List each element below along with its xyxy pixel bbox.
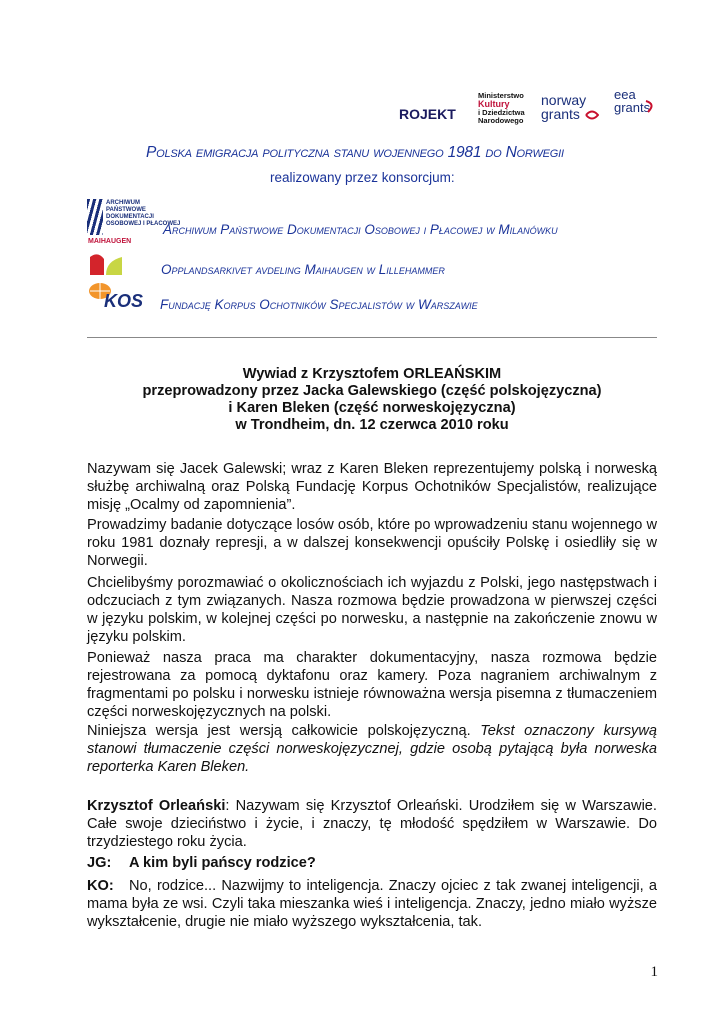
project-label: ROJEKT <box>399 106 456 122</box>
ministry-line-3: i Dziedzictwa <box>478 108 525 117</box>
jg-question <box>87 854 657 872</box>
archiwum-logo-line-3: DOKUMENTACJI <box>106 214 154 220</box>
version-note-italic: Tekst oznaczony kursywą stanowi tłumaczenie części norweskojęzycznej, gdzie osobą pytającą była norweska reporterka Karen Bleken. <box>87 723 657 775</box>
maihaugen-logo <box>88 238 132 278</box>
archiwum-logo-line-2: PAŃSTWOWE <box>106 207 146 213</box>
version-note <box>87 722 657 776</box>
norway-swirl-icon <box>585 109 599 121</box>
archiwum-logo <box>87 199 181 235</box>
interview-heading-line-2: przeprowadzony przez Jacka Galewskiego (część polskojęzyczna) <box>142 383 602 399</box>
eea-grants-logo <box>614 88 664 114</box>
grants-word: grants <box>541 106 580 122</box>
archiwum-stripes-icon <box>87 199 103 235</box>
project-title: Polska emigracja polityczna stanu wojennego 1981 do Norwegii <box>146 144 564 161</box>
kos-logo-text: KOS <box>104 291 144 311</box>
ministry-line-1: Ministerstwo <box>478 91 524 100</box>
norway-grants-logo <box>541 93 601 121</box>
ko-intro-speaker: Krzysztof Orleański <box>87 798 226 814</box>
maihaugen-mark-icon <box>88 249 124 277</box>
eea-swirl-icon <box>644 98 658 114</box>
intro-paragraph-2: Prowadzimy badanie dotyczące losów osób, które po wprowadzeniu stanu wojennego w roku 1981 doznały represji, a w dalszej konsekwencji opuściły Polskę i osiedliły się w Norwegii. <box>87 517 657 569</box>
ministry-logo <box>478 92 530 125</box>
intro-paragraph-3: Chcielibyśmy porozmawiać o okolicznościach ich wyjazdu z Polski, jego następstwach i odczuciach z tym związanych. Nasza rozmowa będzie prowadzona w pierwszej części w języku polskim, w kolejnej części po norwesku, a następnie na zakończenie znowu w języku polskim. <box>87 575 657 645</box>
consortium-member-2: Opplandsarkivet avdeling Maihaugen w Lillehammer <box>161 262 445 277</box>
interview-heading-line-3: i Karen Bleken (część norweskojęzyczna) <box>228 400 516 416</box>
eea-word: eea <box>614 87 636 102</box>
ko-intro-text: : Nazywam się Krzysztof Orleański. Urodziłem się w Warszawie. Całe swoje dzieciństwo i życie, i znaczy, tę młodość spędziłem w Warszawie. Do trzydziestego roku życia. <box>87 798 657 850</box>
interview-heading-line-4: w Trondheim, dn. 12 czerwca 2010 roku <box>235 417 509 433</box>
ko-speaker: KO: <box>87 878 114 894</box>
maihaugen-logo-text: MAIHAUGEN <box>88 238 132 245</box>
norway-word: norway <box>541 92 587 108</box>
eea-grants-word: grants <box>614 100 651 115</box>
archiwum-logo-line-1: ARCHIWUM <box>106 200 140 206</box>
intro-paragraph-4: Ponieważ nasza praca ma charakter dokumentacyjny, nasza rozmowa będzie rejestrowana za pomocą dyktafonu oraz kamery. Poza nagraniem archiwalnym z fragmentami po polsku i norwesku istnieje równoważna wersja pisemna z tłumaczeniem części norweskojęzycznych na polski. <box>87 650 657 720</box>
consortium-member-3: Fundację Korpus Ochotników Specjalistów w Warszawie <box>160 297 478 312</box>
kos-logo <box>88 282 148 312</box>
header-divider <box>87 337 657 338</box>
jg-question-text: A kim byli pańscy rodzice? <box>129 855 316 871</box>
ko-answer-text: No, rodzice... Nazwijmy to inteligencja. Znaczy ojciec z tak zwanej inteligencji, a mama była ze wsi. Czyli taka mieszanka wieś i inteligencja. Znaczy, jedno miało wyższe wykształcenie, drugie nie miało wyższego wykształcenia, tak. <box>87 878 657 930</box>
ko-intro-utterance <box>87 797 657 851</box>
interview-heading <box>87 366 657 434</box>
intro-paragraph-1: Nazywam się Jacek Galewski; wraz z Karen Bleken reprezentujemy polską i norweską służbę archiwalną oraz Polską Fundację Korpus Ochotników Specjalistów, realizujące misję „Ocalmy od zapomnienia”. <box>87 461 657 513</box>
version-note-plain: Niniejsza wersja jest wersją całkowicie polskojęzyczną. <box>87 723 481 739</box>
jg-speaker: JG: <box>87 855 112 871</box>
ko-answer <box>87 877 657 931</box>
page-number: 1 <box>650 964 658 980</box>
project-subtitle: realizowany przez konsorcjum: <box>270 170 455 185</box>
archiwum-logo-line-4: OSOBOWEJ I PŁACOWEJ <box>106 221 181 227</box>
ministry-line-2: Kultury <box>478 99 510 109</box>
consortium-member-1: Archiwum Państwowe Dokumentacji Osobowej i Płacowej w Milanówku <box>163 222 558 237</box>
ministry-line-4: Narodowego <box>478 116 524 125</box>
interview-heading-line-1: Wywiad z Krzysztofem ORLEAŃSKIM <box>242 366 502 382</box>
